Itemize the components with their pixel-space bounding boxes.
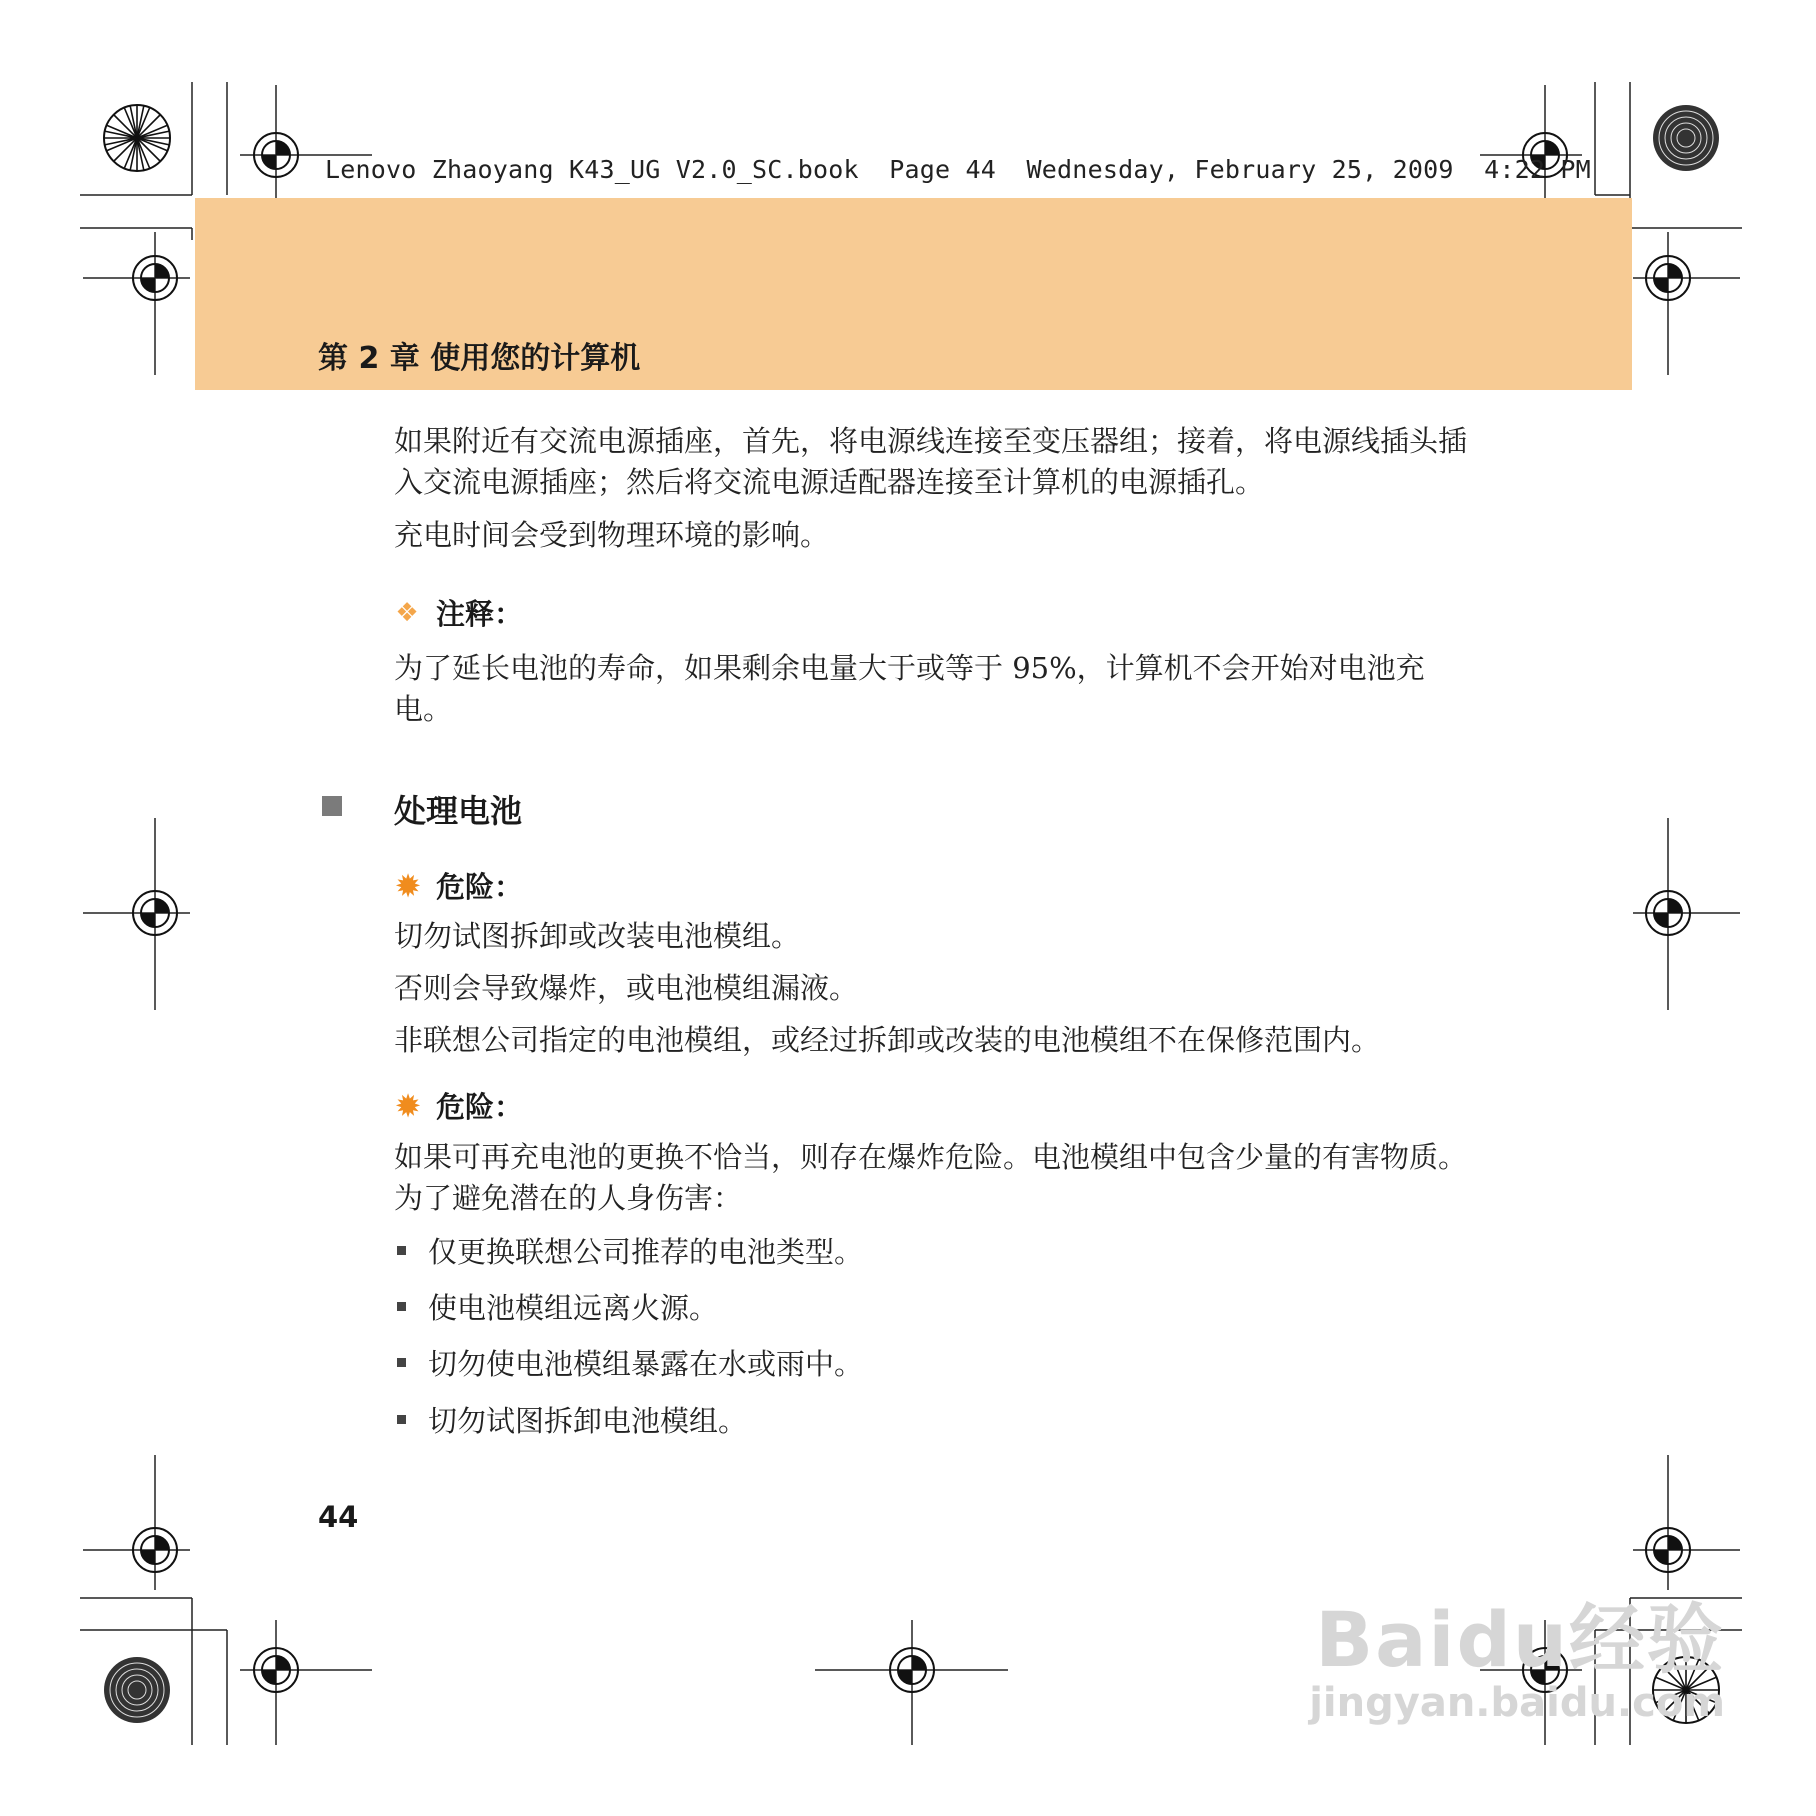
- danger1-line: 非联想公司指定的电池模组，或经过拆卸或改装的电池模组不在保修范围内。: [394, 1023, 1381, 1057]
- danger2-text: 如果可再充电池的更换不恰当，则存在爆炸危险。电池模组中包含少量的有害物质。为了避免潜在的人身伤害：: [394, 1140, 1468, 1215]
- list-item-text: 使电池模组远离火源。: [428, 1291, 719, 1325]
- watermark-url: jingyan.baidu.com: [1309, 1680, 1725, 1726]
- section-title: 处理电池: [394, 792, 523, 830]
- section-square-marker: [322, 796, 342, 816]
- diamond-cluster-icon: ❖: [395, 597, 419, 628]
- list-item-text: 切勿使电池模组暴露在水或雨中。: [428, 1347, 864, 1381]
- page-number: 44: [318, 1500, 359, 1534]
- watermark-logo-text: Baidu经验: [1315, 1595, 1725, 1684]
- baidu-watermark: [1295, 1595, 1725, 1726]
- bullet-square-icon: [397, 1415, 406, 1424]
- danger-label-1: 危险：: [436, 870, 524, 904]
- note-text: 为了延长电池的寿命，如果剩余电量大于或等于 95%，计算机不会开始对电池充电。: [394, 651, 1425, 726]
- book-info-line: Lenovo Zhaoyang K43_UG V2.0_SC.book Page 44 Wednesday, February 25, 2009 4:22 PM: [325, 155, 1591, 184]
- list-item: [397, 1286, 718, 1327]
- asterisk-icon: ✹: [394, 866, 422, 905]
- list-item-text: 切勿试图拆卸电池模组。: [428, 1404, 748, 1438]
- intro-paragraph: 如果附近有交流电源插座，首先，将电源线连接至变压器组；接着，将电源线插头插入交流电源插座；然后将交流电源适配器连接至计算机的电源插孔。: [394, 424, 1468, 499]
- list-item: [397, 1342, 863, 1383]
- note-label: 注释：: [436, 597, 524, 631]
- danger-heading-1: [394, 865, 523, 906]
- bullet-square-icon: [397, 1358, 406, 1367]
- asterisk-icon: ✹: [394, 1086, 422, 1125]
- list-item: [397, 1399, 747, 1440]
- chapter-title: 第 2 章 使用您的计算机: [318, 341, 641, 376]
- note-heading: [394, 592, 523, 633]
- danger1-line: 否则会导致爆炸，或电池模组漏液。: [394, 971, 859, 1005]
- list-item: [397, 1230, 863, 1271]
- danger-label-2: 危险：: [436, 1090, 524, 1124]
- danger1-line: 切勿试图拆卸或改装电池模组。: [394, 919, 801, 953]
- bullet-square-icon: [397, 1302, 406, 1311]
- danger-heading-2: [394, 1085, 523, 1126]
- charging-time-paragraph: 充电时间会受到物理环境的影响。: [394, 518, 830, 552]
- list-item-text: 仅更换联想公司推荐的电池类型。: [428, 1235, 864, 1269]
- bullet-square-icon: [397, 1246, 406, 1255]
